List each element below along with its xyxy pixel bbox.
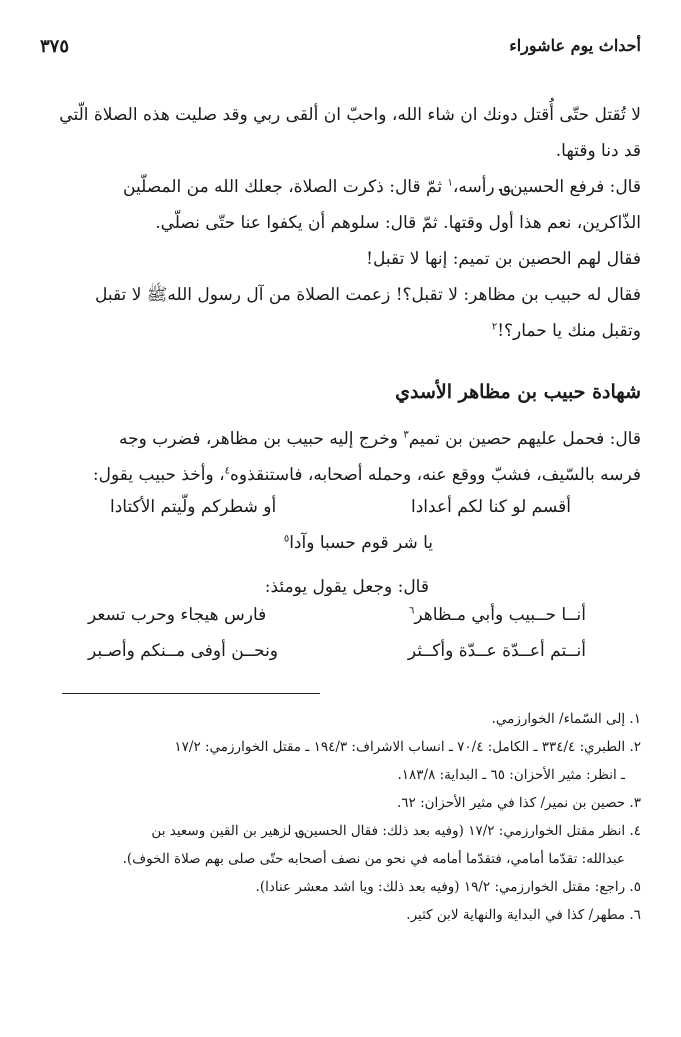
- footnote-divider: [62, 693, 320, 694]
- footnote-continuation: ـ انظر: مثير الأحزان: ٦٥ ـ البداية: ١٨٣/٨.: [397, 767, 625, 783]
- paragraph-3: [40, 241, 641, 277]
- text-run: فقال له حبيب بن مظاهر: لا تقبل؟! زعمت الصلاة من آل رسول الله: [167, 285, 641, 305]
- paragraph-5: [40, 421, 641, 493]
- running-title: أحداث يوم عاشوراء: [509, 36, 641, 55]
- paragraph-4: [40, 277, 641, 349]
- section-heading: شهادة حبيب بن مظاهر الأسدي: [395, 381, 641, 403]
- footnote: ٤. انظر مقتل الخوارزمي: ١٧/٢ (وفيه بعد ذلك: فقال الحسين؈ لزهير بن القين وسعيد بن: [151, 823, 641, 839]
- text-line: [40, 169, 641, 205]
- honorific-mark: ؈: [500, 177, 510, 197]
- verse-hemistich: أنــتم أعــدّة عــدّة وأكــثر: [407, 641, 586, 661]
- paragraph-1: [40, 97, 641, 169]
- verse-hemistich: أو شطركم ولّيتم الأكتادا: [110, 497, 277, 517]
- footnote-ref: ٦: [409, 605, 415, 617]
- verse-hemistich: [409, 605, 586, 625]
- text-run: فرسه بالسّيف، فشبّ ووقع عنه، وحمله أصحابه، فاستنقذوه: [230, 465, 641, 485]
- text-run: قال: فحمل عليهم حصين بن تميم: [408, 429, 641, 449]
- footnote-ref: ٢: [491, 321, 498, 333]
- text-line: [40, 421, 641, 457]
- paragraph-6: [40, 569, 429, 605]
- text-line: [40, 457, 641, 493]
- text-line: [40, 277, 641, 313]
- running-header: [40, 36, 641, 64]
- text-run: قال: فرفع الحسين: [510, 177, 641, 197]
- text-run: يا شر قوم حسبا وآدا: [289, 533, 433, 553]
- verse-hemistich: أقسم لو كنا لكم أعدادا: [411, 497, 571, 517]
- text-run: ، وأخذ حبيب يقول:: [92, 465, 225, 485]
- text-run: رأسه،: [452, 177, 501, 197]
- text-run: أنــا حــبيب وأبي مـظاهر: [414, 605, 586, 625]
- paragraph-2: [40, 169, 641, 241]
- footnotes: [40, 705, 641, 929]
- text-run: ثمّ قال: ذكرت الصلاة، جعلك الله من المصلّين: [123, 177, 448, 197]
- verse-hemistich: فارس هيجاء وحرب تسعر: [88, 605, 267, 625]
- footnote: ٦. مطهر/ كذا في البداية والنهاية لابن كثير.: [406, 907, 641, 923]
- verse-hemistich: ونحــن أوفى مــنكم وأصـبر: [88, 641, 279, 661]
- text-run: وخرج إليه حبيب بن مظاهر، فضرب وجه: [119, 429, 404, 449]
- footnote-ref: ٥: [283, 533, 290, 545]
- text-run: لا تقبل: [94, 285, 147, 305]
- text-line: قد دنا وقتها.: [555, 141, 641, 161]
- text-line: [40, 313, 641, 349]
- text-line: لا تُقتل حتّى أُقتل دونك ان شاء الله، واحبّ ان ألقى ربي وقد صليت هذه الصلاة الّتي: [59, 105, 641, 125]
- text-run: وتقبل منك يا حمار؟!: [497, 321, 641, 341]
- honorific-mark: ﷺ: [146, 285, 168, 305]
- page-number: ٣٧٥: [40, 36, 70, 57]
- text-line: الذّاكرين، نعم هذا أول وقتها. ثمّ قال: سلوهم أن يكفوا عنا حتّى نصلّي.: [155, 213, 641, 233]
- verse-line: [284, 533, 433, 553]
- footnote-continuation: عبدالله: تقدّما أمامي، فتقدّما أمامه في نحو من نصف أصحابه حتّى صلى بهم صلاة الخوف).: [122, 851, 625, 867]
- footnote: ٣. حصين بن نمير/ كذا في مثير الأحزان: ٦٢.: [396, 795, 641, 811]
- footnote-ref: ٣: [403, 429, 409, 441]
- footnote-ref: ١: [447, 177, 453, 189]
- footnote: ٥. راجع: مقتل الخوارزمي: ١٩/٢ (وفيه بعد ذلك: ويا اشد معشر عنادا).: [255, 879, 641, 895]
- text-line: قال: وجعل يقول يومئذ:: [264, 577, 429, 597]
- footnote-ref: ٤: [224, 465, 230, 477]
- text-line: فقال لهم الحصين بن تميم: إنها لا تقبل!: [366, 249, 641, 269]
- footnote: ١. إلى السّماء/ الخوارزمي.: [491, 711, 641, 727]
- footnote: ٢. الطبري: ٣٣٤/٤ ـ الكامل: ٧٠/٤ ـ انساب الاشراف: ١٩٤/٣ ـ مقتل الخوارزمي: ١٧/٢: [174, 739, 641, 755]
